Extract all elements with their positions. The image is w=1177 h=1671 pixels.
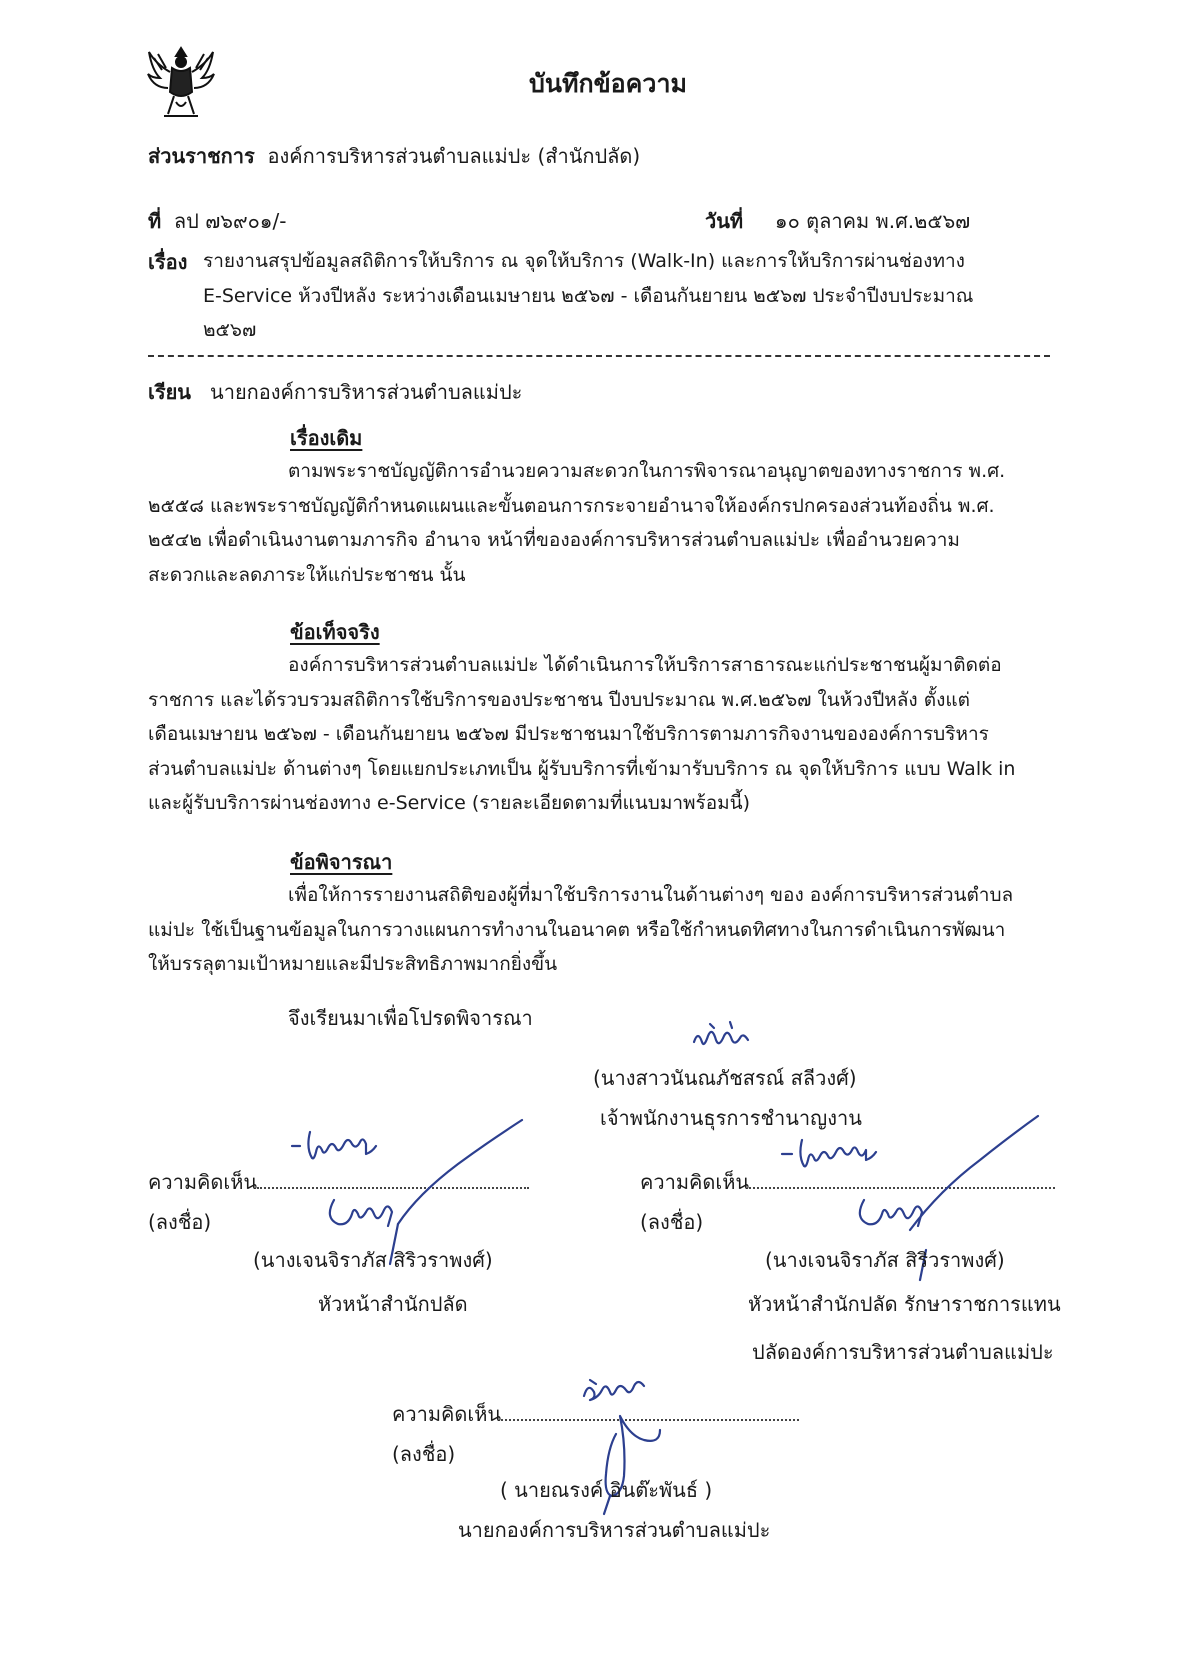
right-sign-label: (ลงชื่อ): [640, 1210, 704, 1234]
subject-line: E-Service ห้วงปีหลัง ระหว่างเดือนเมษายน ๒๕๖๗ - เดือนกันยายน ๒๕๖๗ ประจำปีงบประมาณ: [203, 284, 974, 307]
right-position-line: ปลัดองค์การบริหารส่วนตำบลแม่ปะ: [752, 1340, 1054, 1364]
right-name: (นางเจนจิราภัส สิริวราพงศ์): [765, 1248, 1005, 1272]
subject-line: รายงานสรุปข้อมูลสถิติการให้บริการ ณ จุดให้บริการ (Walk-In) และการให้บริการผ่านช่องทาง: [203, 250, 965, 272]
ref-label: ที่: [148, 209, 162, 233]
subject-line: ๒๕๖๗: [203, 319, 257, 341]
background-line: ตามพระราชบัญญัติการอำนวยความสะดวกในการพิจารณาอนุญาตของทางราชการ พ.ศ.: [288, 460, 1006, 482]
considerations-heading: ข้อพิจารณา: [290, 850, 393, 874]
left-opinion-label: ความคิดเห็น: [148, 1170, 258, 1194]
chief-name: ( นายณรงค์ อินต๊ะพันธ์ ): [500, 1478, 713, 1502]
background-line: ๒๕๔๒ เพื่อดำเนินงานตามภารกิจ อำนาจ หน้าที่ขององค์การบริหารส่วนตำบลแม่ปะ เพื่ออำนวยความ: [148, 529, 960, 551]
to-label: เรียน: [148, 380, 191, 404]
author-handwriting: [690, 1018, 760, 1052]
memo-title: บันทึกข้อความ: [529, 69, 687, 98]
subject-text: [203, 244, 973, 348]
agency-row: [148, 146, 640, 166]
facts-line: ราชการ และได้รวบรวมสถิติการใช้บริการของประชาชน ปีงบประมาณ พ.ศ.๒๕๖๗ ในห้วงปีหลัง ตั้งแต่: [148, 688, 970, 711]
background-heading: เรื่องเดิม: [290, 426, 363, 450]
header-divider: [148, 355, 1050, 357]
left-sign-label: (ลงชื่อ): [148, 1210, 212, 1234]
facts-line: องค์การบริหารส่วนตำบลแม่ปะ ได้ดำเนินการให้บริการสาธารณะแก่ประชาชนผู้มาติดต่อ: [288, 654, 1002, 676]
considerations-paragraph: [148, 878, 1013, 982]
agency-label: ส่วนราชการ: [148, 144, 255, 168]
chief-opinion-label: ความคิดเห็น: [392, 1402, 502, 1426]
date-row: [705, 211, 970, 231]
facts-heading: ข้อเท็จจริง: [290, 620, 380, 644]
author-position: เจ้าพนักงานธุรการชำนาญงาน: [600, 1106, 862, 1130]
to-row: [148, 382, 522, 402]
facts-line: และผู้รับบริการผ่านช่องทาง e-Service (รายละเอียดตามที่แนบมาพร้อมนี้): [148, 792, 751, 814]
considerations-line: เพื่อให้การรายงานสถิติของผู้ที่มาใช้บริการงานในด้านต่างๆ ของ องค์การบริหารส่วนตำบล: [288, 884, 1014, 906]
facts-line: ส่วนตำบลแม่ปะ ด้านต่างๆ โดยแยกประเภทเป็น ผู้รับบริการที่เข้ามารับบริการ ณ จุดให้บริการ แบบ Walk in: [148, 757, 1016, 780]
left-name: (นางเจนจิราภัส สิริวราพงศ์): [253, 1248, 493, 1272]
agency-value: องค์การบริหารส่วนตำบลแม่ปะ (สำนักปลัด): [267, 144, 641, 168]
subject-label: เรื่อง: [148, 250, 188, 274]
facts-line: เดือนเมษายน ๒๕๖๗ - เดือนกันยายน ๒๕๖๗ มีประชาชนมาใช้บริการตามภารกิจงานขององค์การบริหาร: [148, 723, 989, 745]
right-opinion-label: ความคิดเห็น: [640, 1170, 750, 1194]
background-paragraph: [148, 454, 1005, 592]
date-label: วันที่: [705, 209, 744, 233]
closing-text: จึงเรียนมาเพื่อโปรดพิจารณา: [288, 1006, 533, 1030]
considerations-line: ให้บรรลุตามเป้าหมายและมีประสิทธิภาพมากยิ่งขึ้น: [148, 953, 558, 975]
author-name: (นางสาวนันณภัชสรณ์ สลีวงศ์): [593, 1066, 857, 1090]
considerations-line: แม่ปะ ใช้เป็นฐานข้อมูลในการวางแผนการทำงานในอนาคต หรือใช้กำหนดทิศทางในการดำเนินการพัฒนา: [148, 918, 1006, 941]
left-position: หัวหน้าสำนักปลัด: [318, 1292, 468, 1316]
ref-value: ลป ๗๖๙๐๑/-: [173, 209, 287, 233]
chief-position: นายกองค์การบริหารส่วนตำบลแม่ปะ: [458, 1518, 771, 1542]
chief-sign-label: (ลงชื่อ): [392, 1442, 456, 1466]
right-position-line: หัวหน้าสำนักปลัด รักษาราชการแทน: [748, 1292, 1061, 1316]
background-line: ๒๕๕๘ และพระราชบัญญัติกำหนดแผนและขั้นตอนการกระจายอำนาจให้องค์กรปกครองส่วนท้องถิ่น พ.ศ.: [148, 494, 995, 517]
background-line: สะดวกและลดภาระให้แก่ประชาชน นั้น: [148, 563, 466, 586]
facts-paragraph: [148, 648, 1015, 821]
date-value: ๑๐ ตุลาคม พ.ศ.๒๕๖๗: [774, 209, 971, 233]
ref-row: [148, 211, 286, 231]
garuda-emblem-icon: [146, 44, 216, 124]
to-value: นายกองค์การบริหารส่วนตำบลแม่ปะ: [210, 380, 523, 404]
